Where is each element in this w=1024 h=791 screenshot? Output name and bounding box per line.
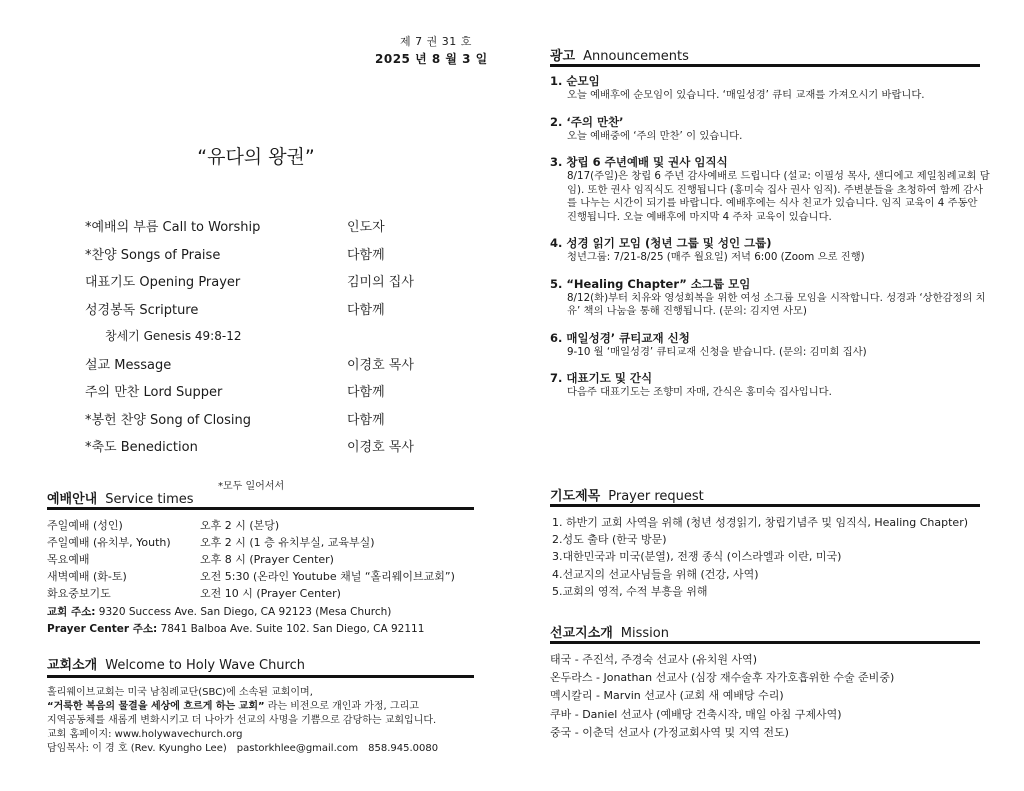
announcement-body: 오늘 예배후에 순모임이 있습니다. ‘매일성경’ 큐티 교재를 가져오시기 바랍니다. — [567, 89, 925, 101]
mission-heading — [550, 622, 669, 641]
church-address-label: 교회 주소: — [47, 606, 96, 618]
prayer-request-item: 3.대한민국과 미국(분열), 전쟁 종식 (이스라엘과 이란, 미국) — [552, 550, 842, 564]
worship-item — [85, 405, 485, 433]
prayer-center-address — [47, 621, 424, 636]
welcome-line-rest: 라는 비전으로 개인과 가정, 그리고 — [264, 701, 419, 712]
mission-item: 멕시칼리 - Marvin 선교사 (교회 새 예배당 수리) — [550, 689, 784, 703]
service-name: 주일예배 (유치부, Youth) — [47, 535, 171, 549]
worship-item — [85, 350, 485, 378]
prayer-request-heading-ko: 기도제목 — [550, 489, 601, 504]
church-address — [47, 604, 391, 619]
worship-item — [85, 267, 485, 295]
prayer-request-list — [552, 514, 968, 600]
service-name: 주일예배 (성인) — [47, 518, 123, 532]
announcement-item — [550, 370, 990, 400]
church-address-text: 9320 Success Ave. San Diego, CA 92123 (Mesa Church) — [95, 606, 392, 618]
announcement-body: 9-10 월 ‘매일성경’ 큐티교재 신청을 받습니다. (문의: 김미희 집사) — [567, 345, 867, 358]
pastor-phone: 858.945.0080 — [368, 743, 439, 754]
service-row — [47, 516, 487, 533]
announcements-heading — [550, 45, 689, 64]
bulletin-date: 2025 년 8 월 3 일 — [375, 52, 488, 66]
announcement-title: 7. 대표기도 및 간식 — [550, 371, 653, 385]
service-times-heading-ko: 예배안내 — [47, 492, 98, 507]
prayer-center-address-text: 7841 Balboa Ave. Suite 102. San Diego, CA 92111 — [157, 623, 425, 635]
announcement-title: 4. 성경 읽기 모임 (청년 그룹 및 성인 그룹) — [550, 236, 772, 250]
service-time: 오전 10 시 (Prayer Center) — [200, 586, 341, 600]
mission-list — [550, 651, 894, 742]
scripture-reference-text: 창세기 Genesis 49:8-12 — [105, 329, 242, 344]
announcements-heading-ko: 광고 — [550, 49, 576, 64]
service-time: 오후 2 시 (본당) — [200, 518, 280, 532]
service-row — [47, 533, 487, 550]
service-name: 새벽예배 (화-토) — [47, 569, 127, 583]
announcement-item — [550, 114, 990, 144]
announcement-title: 3. 창립 6 주년예배 및 권사 임직식 — [550, 155, 728, 169]
announcement-item — [550, 330, 990, 360]
service-time: 오후 8 시 (Prayer Center) — [200, 552, 334, 566]
announcement-body: 8/17(주일)은 창립 6 주년 감사예배로 드립니다 (설교: 이필성 목사, 샌디에고 제일침례교회 담임). 또한 권사 임직식도 진행됩니다 (홍미숙 집사 권사 임직). 주변분들을 초청하여 함께 감사를 나누는 시간이 되기를 바랍니다. 예배후에는 식사 친교가 있습니다. 임직 교육이 4 주동안 진행됩니다. 오늘 예배후에 마지막 4 주차 교육이 있습니다. — [567, 170, 990, 223]
section-divider — [550, 64, 980, 67]
service-times-list — [47, 516, 487, 601]
prayer-request-heading-en: Prayer request — [608, 489, 704, 504]
welcome-line: 홀리웨이브교회는 미국 남침례교단(SBC)에 소속된 교회이며, — [47, 687, 313, 698]
announcement-body: 청년그룹: 7/21-8/25 (매주 월요일) 저녁 6:00 (Zoom 으로 진행) — [567, 251, 865, 263]
welcome-heading — [47, 654, 305, 673]
mission-heading-en: Mission — [620, 626, 669, 641]
service-times-heading — [47, 488, 194, 507]
worship-item-leader: 김미의 집사 — [347, 275, 414, 291]
service-times-heading-en: Service times — [105, 492, 194, 507]
sermon-title: “유다의 왕권” — [197, 146, 315, 168]
worship-item — [85, 240, 485, 268]
service-row — [47, 584, 487, 601]
service-name: 화요중보기도 — [47, 586, 111, 600]
section-divider — [47, 507, 474, 510]
section-divider — [47, 675, 474, 678]
worship-item-leader: 이경호 목사 — [347, 440, 414, 456]
announcements-heading-en: Announcements — [583, 49, 689, 64]
worship-item-leader: 이경호 목사 — [347, 357, 414, 373]
announcement-title: 5. “Healing Chapter” 소그룹 모임 — [550, 276, 751, 291]
worship-item — [85, 432, 485, 460]
service-name: 목요예배 — [47, 552, 90, 566]
service-time: 오전 5:30 (온라인 Youtube 채널 “홀리웨이브교회”) — [200, 569, 455, 583]
worship-item-name: *봉헌 찬양 Song of Closing — [85, 412, 252, 428]
worship-item-leader: 인도자 — [347, 220, 385, 236]
welcome-line — [47, 700, 448, 714]
announcement-body: 8/12(화)부터 치유와 영성회복을 위한 여성 소그룹 모임을 시작합니다. 성경과 ‘상한감정의 치유’ 책의 나눔을 통해 진행됩니다. (문의: 김지연 사모) — [567, 291, 986, 317]
mission-item: 중국 - 이춘덕 선교사 (가정교회사역 및 지역 전도) — [550, 725, 789, 739]
announcement-title: 1. 순모임 — [550, 74, 600, 88]
announcement-body: 오늘 예배중에 ‘주의 만찬’ 이 있습니다. — [567, 129, 743, 142]
announcement-item — [550, 73, 990, 103]
mission-heading-ko: 선교지소개 — [550, 626, 613, 641]
mission-item: 쿠바 - Daniel 선교사 (예배당 건축시작, 매일 아침 구제사역) — [550, 707, 842, 721]
worship-item-leader: 다함께 — [347, 412, 385, 428]
welcome-text — [47, 686, 448, 756]
worship-item-leader: 다함께 — [347, 302, 385, 318]
worship-item-name: 대표기도 Opening Prayer — [85, 275, 241, 291]
prayer-request-heading — [550, 485, 704, 504]
announcement-title: 6. 매일성경’ 큐티교재 신청 — [550, 330, 690, 345]
welcome-heading-en: Welcome to Holy Wave Church — [105, 658, 305, 673]
service-row — [47, 550, 487, 567]
worship-item — [85, 377, 485, 405]
pastor-contact — [47, 742, 448, 756]
worship-item-name: *예배의 부름 Call to Worship — [85, 220, 261, 236]
worship-item-name: *축도 Benediction — [85, 440, 198, 456]
prayer-request-item: 4.선교지의 선교사님들을 위해 (건강, 사역) — [552, 567, 759, 581]
announcement-item — [550, 154, 990, 224]
worship-item — [85, 295, 485, 323]
pastor-name: 담임목사: 이 경 호 (Rev. Kyungho Lee) — [47, 743, 227, 754]
prayer-request-item: 2.성도 출타 (한국 방문) — [552, 533, 667, 547]
welcome-line: 지역공동체를 새롭게 변화시키고 더 나아가 선교의 사명을 기쁨으로 감당하는 교회입니다. — [47, 715, 437, 726]
worship-item — [85, 212, 485, 240]
worship-item-name: 설교 Message — [85, 357, 172, 373]
announcement-body: 다음주 대표기도는 조향미 자매, 간식은 홍미숙 집사입니다. — [567, 386, 832, 398]
order-of-worship — [85, 212, 485, 460]
welcome-heading-ko: 교회소개 — [47, 658, 98, 673]
prayer-request-item: 1. 하반기 교회 사역을 위해 (청년 성경읽기, 창립기념주 및 임직식, Healing Chapter) — [552, 516, 969, 529]
worship-item-name: 성경봉독 Scripture — [85, 302, 199, 318]
mission-item: 온두라스 - Jonathan 선교사 (심장 재수술후 자가호흡위한 수술 준비중) — [550, 671, 895, 685]
service-row — [47, 567, 487, 584]
announcements-list — [550, 73, 990, 411]
prayer-center-address-label: Prayer Center 주소: — [47, 623, 158, 635]
announcement-title: 2. ‘주의 만찬’ — [550, 114, 624, 129]
prayer-request-item: 5.교회의 영적, 수적 부흥을 위해 — [552, 584, 708, 598]
standing-note: *모두 일어서서 — [218, 481, 285, 492]
church-vision: “거룩한 복음의 물결을 세상에 흐르게 하는 교회” — [47, 701, 265, 712]
worship-item-name: *찬양 Songs of Praise — [85, 247, 221, 263]
section-divider — [550, 504, 980, 507]
section-divider — [550, 641, 980, 644]
worship-item-leader: 다함께 — [347, 247, 385, 263]
mission-item: 태국 - 주진석, 주경숙 선교사 (유치원 사역) — [550, 653, 758, 666]
worship-item-leader: 다함께 — [347, 385, 385, 401]
worship-item-name: 주의 만찬 Lord Supper — [85, 385, 223, 401]
announcement-item — [550, 235, 990, 265]
scripture-reference — [85, 322, 485, 350]
volume-number: 제 7 권 31 호 — [400, 35, 472, 48]
service-time: 오후 2 시 (1 층 유치부실, 교육부실) — [200, 535, 375, 549]
pastor-email: pastorkhlee@gmail.com — [236, 743, 359, 754]
church-homepage: 교회 홈페이지: www.holywavechurch.org — [47, 729, 243, 740]
announcement-item — [550, 276, 990, 319]
